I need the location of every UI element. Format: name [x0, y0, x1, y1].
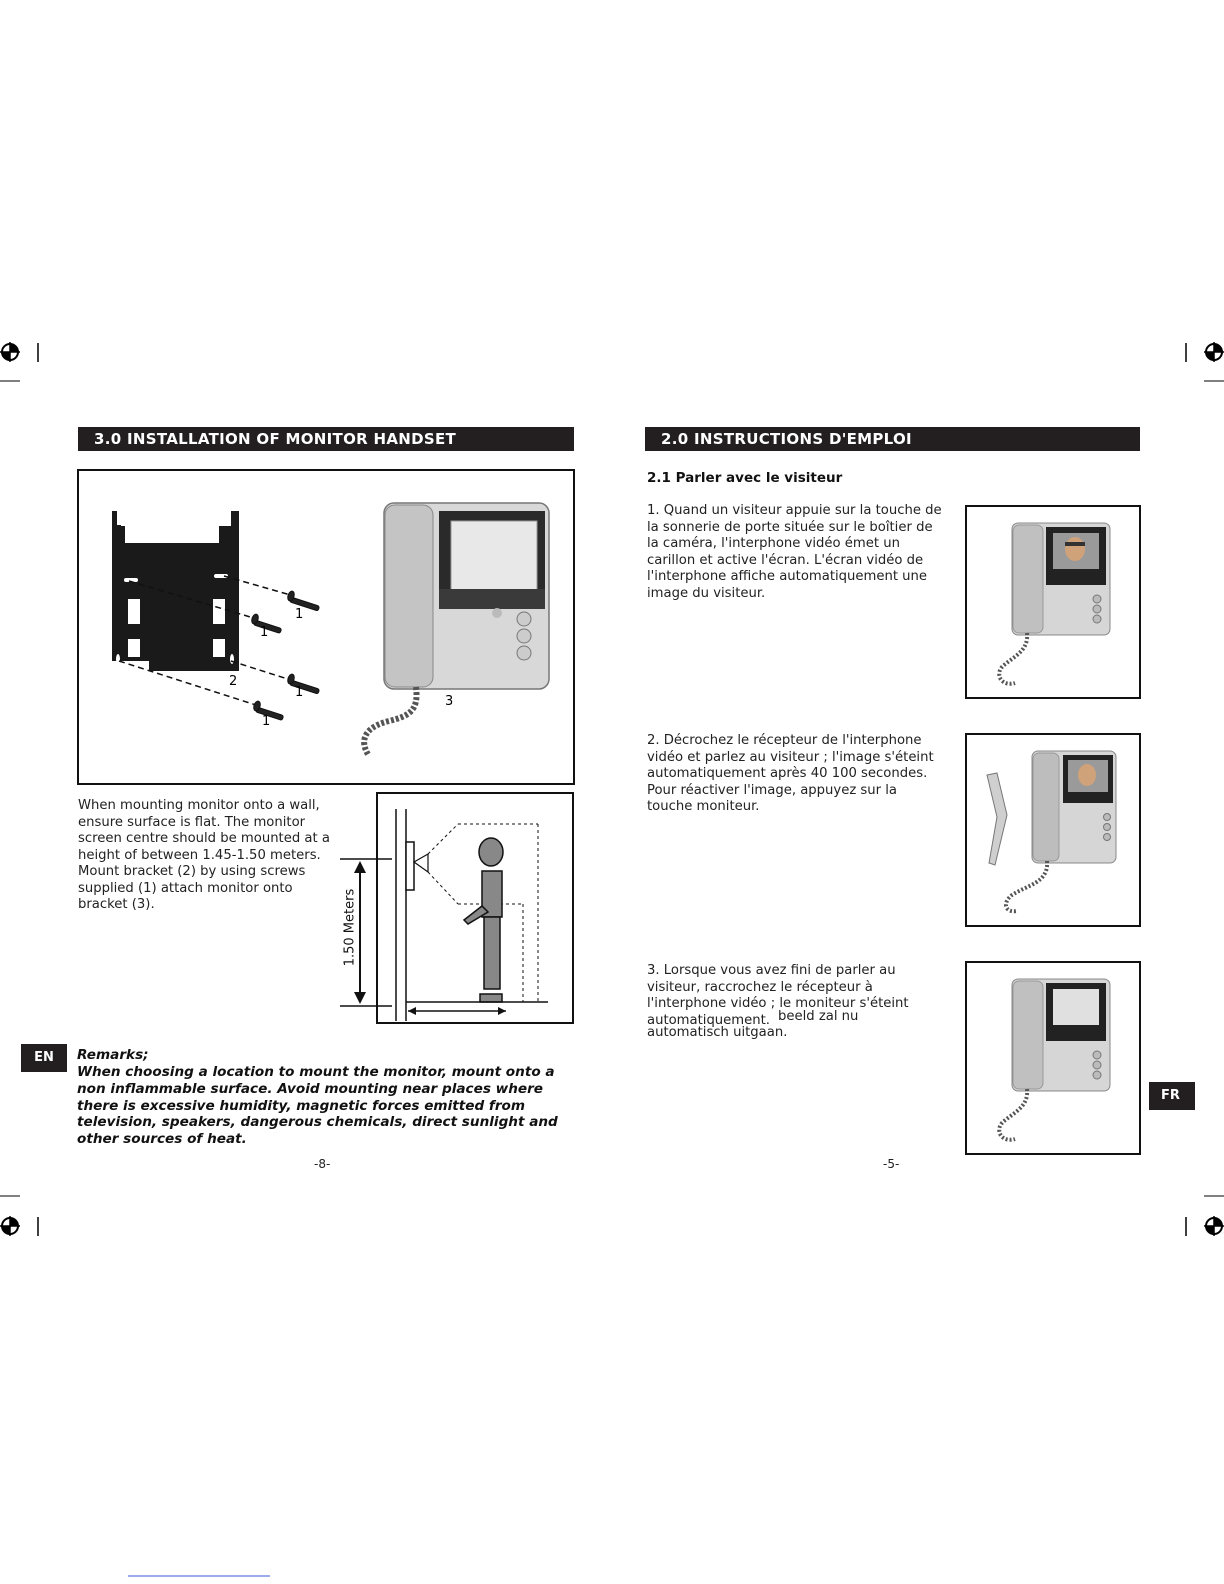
label-screw-1d: 1	[262, 714, 271, 729]
monitor-handset-icon	[987, 751, 1116, 911]
language-tab-fr: FR	[1149, 1082, 1195, 1110]
person-silhouette-icon	[464, 838, 503, 1002]
label-bracket: 2	[229, 674, 238, 689]
mounting-height-diagram	[376, 792, 574, 1024]
step-3-overprint: beeld zal nu	[778, 1009, 859, 1024]
monitor-handset-icon	[999, 523, 1110, 684]
page-number-right: -5-	[883, 1157, 900, 1171]
subsection-title: 2.1 Parler avec le visiteur	[647, 470, 843, 486]
bracket-diagram-svg	[79, 471, 572, 782]
step-1-text: 1. Quand un visiteur appuie sur la touche de la sonnerie de porte située sur le boîtier de la caméra, l'interphone vidéo émet un carillon et active l'écran. L'écran vidéo de l'interphone affiche automatiquement une image du visiteur.	[647, 503, 942, 601]
step-3-overprint-2: automatisch uitgaan.	[647, 1025, 788, 1040]
label-screw-1b: 1	[260, 625, 269, 640]
label-monitor: 3	[445, 694, 454, 709]
monitor-handset-icon	[364, 503, 549, 756]
height-diagram-svg	[378, 794, 571, 1021]
remarks-title: Remarks;	[77, 1047, 149, 1063]
bracket-diagram	[77, 469, 575, 785]
height-label: 1.50 Meters	[342, 888, 358, 967]
mounting-instructions: When mounting monitor onto a wall, ensure surface is flat. The monitor screen centre should be mounted at a height of between 1.45-1.50 meters. Mount bracket (2) by using screws supplied (1) attach monitor onto bracket (3).	[78, 798, 330, 912]
remarks-text: When choosing a location to mount the monitor, mount onto a non inflammable surface. Avoid mounting near places where there is excessive humidity, magnetic forces emitted from television, speakers, dangerous chemicals, direct sunlight and other sources of heat.	[77, 1064, 558, 1148]
step-3-text: 3. Lorsque vous avez fini de parler au visiteur, raccrochez le récepteur à l'interphone vidéo ; le moniteur s'éteint automatiquement.	[647, 963, 909, 1028]
language-tab-en: EN	[21, 1044, 67, 1072]
label-screw-1c: 1	[295, 685, 304, 700]
label-screw-1a: 1	[295, 607, 304, 622]
page-number-left: -8-	[314, 1157, 331, 1171]
section-title-installation: 3.0 INSTALLATION OF MONITOR HANDSET	[78, 427, 574, 451]
step-3-photo	[965, 961, 1141, 1155]
step-2-text: 2. Décrochez le récepteur de l'interphone vidéo et parlez au visiteur ; l'image s'éteint automatiquement après 40 100 secondes. Pour réactiver l'image, appuyez sur la touche moniteur.	[647, 733, 934, 814]
step-1-photo	[965, 505, 1141, 699]
section-title-instructions: 2.0 INSTRUCTIONS D'EMPLOI	[645, 427, 1140, 451]
monitor-handset-icon	[999, 979, 1110, 1140]
step-2-photo	[965, 733, 1141, 927]
